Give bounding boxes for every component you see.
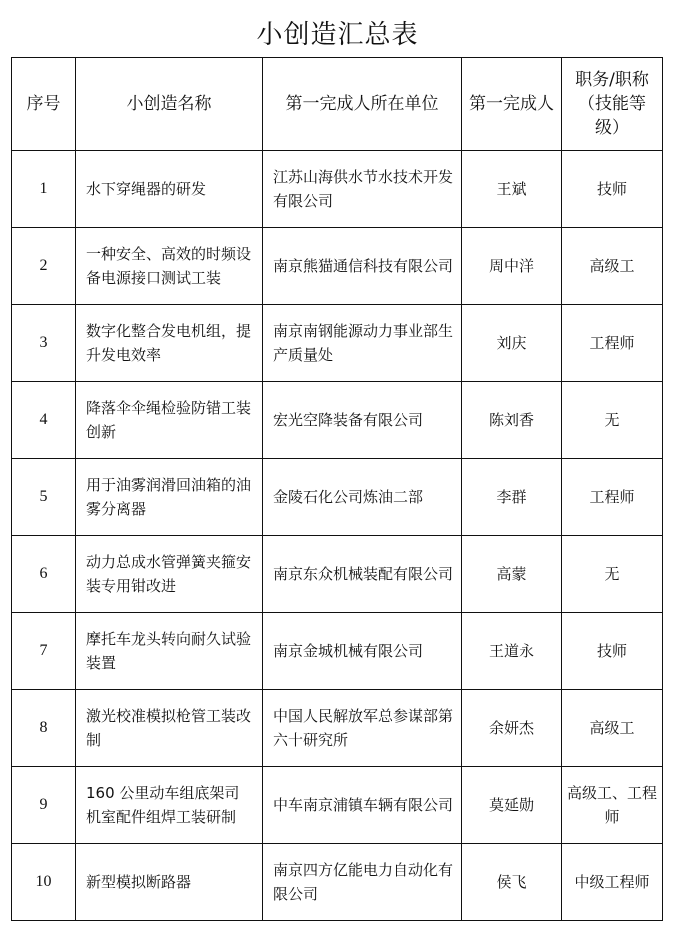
cell-unit: 中国人民解放军总参谋部第六十研究所 — [263, 690, 462, 767]
cell-name: 一种安全、高效的时频设备电源接口测试工装 — [76, 228, 263, 305]
table-row — [12, 767, 663, 844]
table-row — [12, 305, 663, 382]
table-row — [12, 382, 663, 459]
cell-name: 降落伞伞绳检验防错工装创新 — [76, 382, 263, 459]
header-unit: 第一完成人所在单位 — [263, 58, 462, 151]
cell-person: 余妍杰 — [462, 690, 562, 767]
cell-name: 数字化整合发电机组，提升发电效率 — [76, 305, 263, 382]
cell-job-title: 高级工 — [562, 228, 663, 305]
cell-name: 动力总成水管弹簧夹箍安装专用钳改进 — [76, 536, 263, 613]
cell-no: 5 — [12, 459, 76, 536]
cell-person: 陈刘香 — [462, 382, 562, 459]
cell-unit: 南京四方亿能电力自动化有限公司 — [263, 844, 462, 921]
header-job-title: 职务/职称（技能等级） — [562, 58, 663, 151]
cell-no: 9 — [12, 767, 76, 844]
cell-unit: 中车南京浦镇车辆有限公司 — [263, 767, 462, 844]
summary-table — [11, 57, 663, 921]
cell-name: 160 公里动车组底架司机室配件组焊工装研制 — [76, 767, 263, 844]
cell-job-title: 中级工程师 — [562, 844, 663, 921]
cell-person: 李群 — [462, 459, 562, 536]
header-name: 小创造名称 — [76, 58, 263, 151]
cell-name: 水下穿绳器的研发 — [76, 151, 263, 228]
cell-job-title: 高级工、工程师 — [562, 767, 663, 844]
table-row — [12, 844, 663, 921]
cell-job-title: 无 — [562, 536, 663, 613]
table-row — [12, 228, 663, 305]
cell-job-title: 工程师 — [562, 459, 663, 536]
table-row — [12, 613, 663, 690]
header-person: 第一完成人 — [462, 58, 562, 151]
cell-no: 7 — [12, 613, 76, 690]
cell-no: 3 — [12, 305, 76, 382]
table-row — [12, 690, 663, 767]
cell-job-title: 工程师 — [562, 305, 663, 382]
cell-job-title: 技师 — [562, 613, 663, 690]
cell-person: 侯飞 — [462, 844, 562, 921]
cell-person: 莫延勋 — [462, 767, 562, 844]
table-header-row — [12, 58, 663, 151]
cell-no: 1 — [12, 151, 76, 228]
cell-unit: 南京金城机械有限公司 — [263, 613, 462, 690]
cell-person: 王道永 — [462, 613, 562, 690]
cell-job-title: 无 — [562, 382, 663, 459]
cell-no: 10 — [12, 844, 76, 921]
cell-person: 高蒙 — [462, 536, 562, 613]
cell-person: 王斌 — [462, 151, 562, 228]
cell-unit: 江苏山海供水节水技术开发有限公司 — [263, 151, 462, 228]
cell-job-title: 高级工 — [562, 690, 663, 767]
page-title: 小创造汇总表 — [256, 20, 419, 50]
cell-name: 激光校准模拟枪管工装改制 — [76, 690, 263, 767]
cell-name: 摩托车龙头转向耐久试验装置 — [76, 613, 263, 690]
cell-unit: 宏光空降装备有限公司 — [263, 382, 462, 459]
table-row — [12, 151, 663, 228]
cell-unit: 南京熊猫通信科技有限公司 — [263, 228, 462, 305]
cell-person: 周中洋 — [462, 228, 562, 305]
cell-job-title: 技师 — [562, 151, 663, 228]
cell-no: 2 — [12, 228, 76, 305]
cell-unit: 南京南钢能源动力事业部生产质量处 — [263, 305, 462, 382]
table-row — [12, 536, 663, 613]
table-row — [12, 459, 663, 536]
cell-no: 8 — [12, 690, 76, 767]
cell-name: 新型模拟断路器 — [76, 844, 263, 921]
header-no: 序号 — [12, 58, 76, 151]
cell-no: 4 — [12, 382, 76, 459]
cell-unit: 南京东众机械装配有限公司 — [263, 536, 462, 613]
cell-person: 刘庆 — [462, 305, 562, 382]
cell-name: 用于油雾润滑回油箱的油雾分离器 — [76, 459, 263, 536]
cell-unit: 金陵石化公司炼油二部 — [263, 459, 462, 536]
cell-no: 6 — [12, 536, 76, 613]
